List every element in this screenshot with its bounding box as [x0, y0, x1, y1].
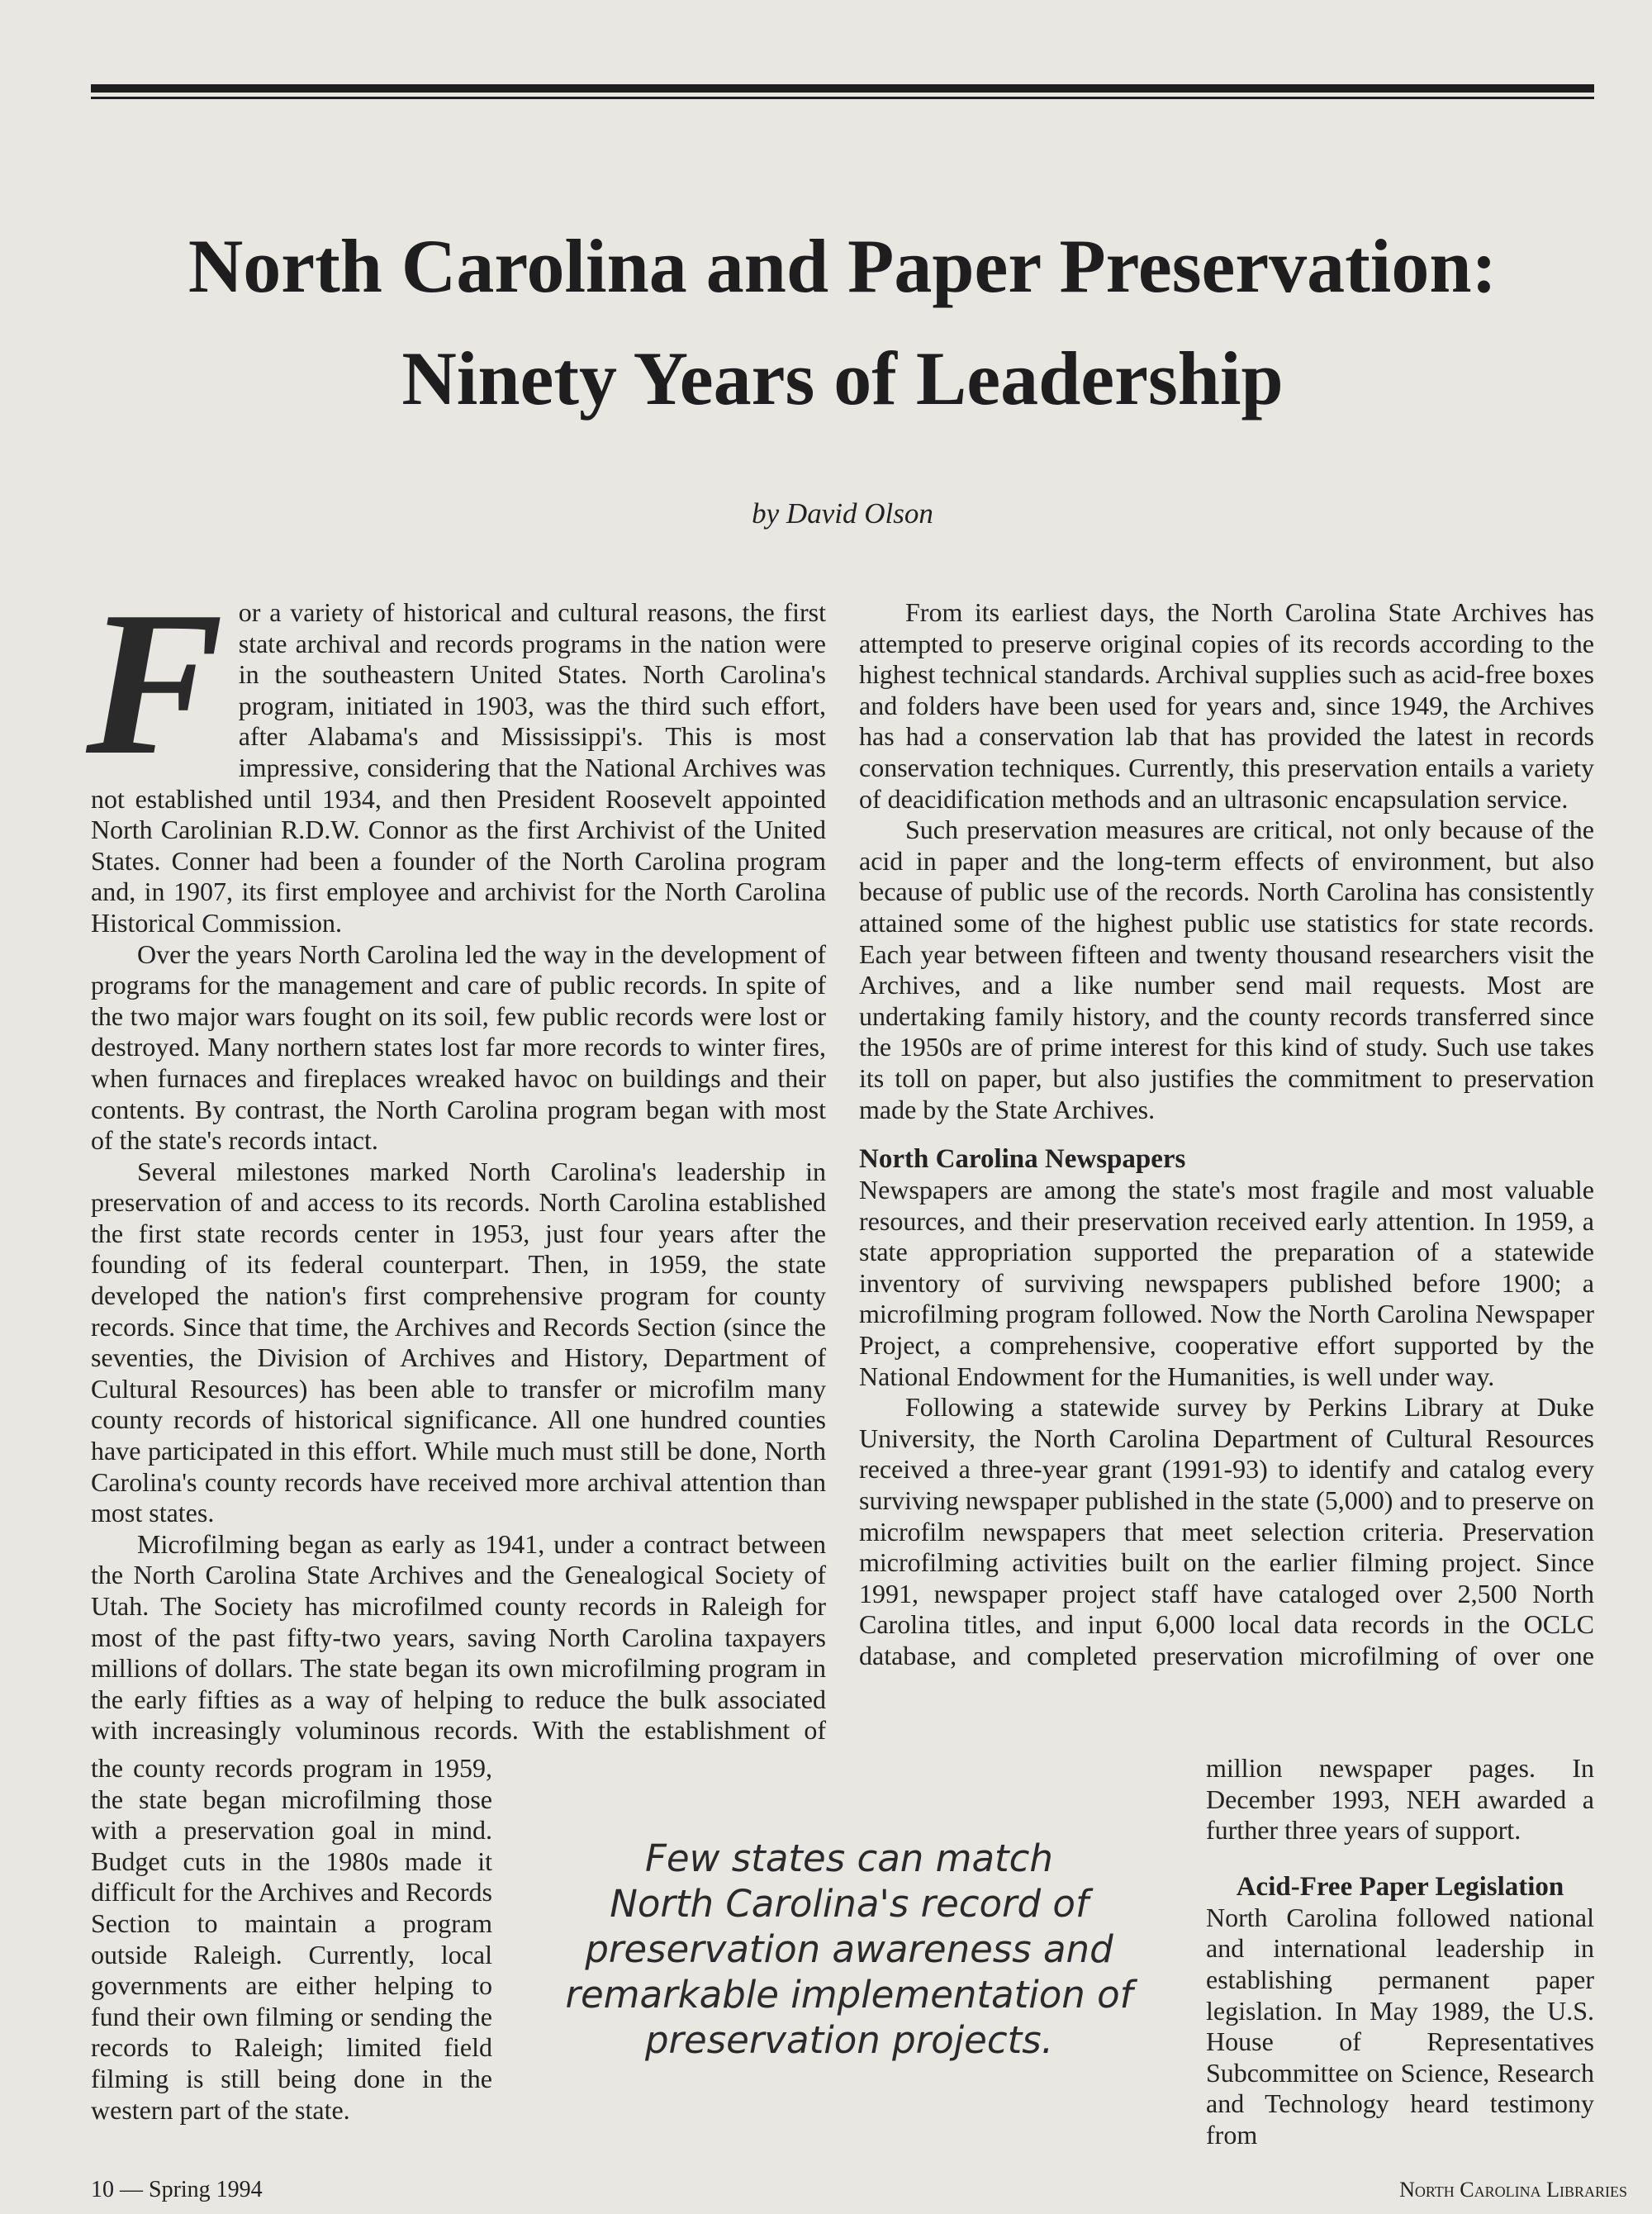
section-heading: Acid-Free Paper Legislation	[1236, 1871, 1564, 1902]
paragraph: Over the years North Carolina led the way in the development of programs for the management and care of public records. In spite of the two major wars fought on its soil, few public records were lost or destroyed. Many northern states lost far more records to winter fires, when furnaces and fireplaces wreaked havoc on buildings and their contents. By contrast, the North Carolina program began with most of the state's records intact.	[91, 938, 826, 1156]
left-column	[86, 569, 826, 1746]
section-heading: North Carolina Newspapers	[859, 1144, 1186, 1175]
pull-quote-line: North Carolina's record of	[610, 1881, 1089, 1926]
right-column	[859, 597, 1594, 1672]
article-body	[86, 0, 1627, 2214]
byline: by David Olson	[752, 497, 933, 530]
paragraph: Microfilming began as early as 1941, under a contract between the North Carolina State Archives and the Genealogical Society of Utah. The Society has microfilmed county records in Raleigh for most of the past fifty-two years, saving North Carolina taxpayers millions of dollars. The state began its own microfilming program in the early fifties as a way of helping to reduce the bulk associated with increasingly voluminous records. With the establishment of	[91, 1528, 826, 1746]
pull-quote-line: preservation projects.	[644, 2017, 1053, 2062]
pull-quote	[509, 1836, 1189, 2063]
paragraph	[86, 569, 826, 939]
article-title-line2: Ninety Years of Leadership	[401, 336, 1284, 420]
paragraph: Several milestones marked North Carolina's leadership in preservation of and access to its records. North Carolina established the first state records center in 1953, just four years after the founding of its federal counterpart. Then, in 1959, the state developed the nation's first comprehensive program for county records. Since that time, the Archives and Records Section (since the seventies, the Division of Archives and History, Department of Cultural Resources) has been able to transfer or microfilm many county records of historical significance. All one hundred counties have participated in this effort. While much must still be done, North Carolina's county records have received more archival attention than most states.	[91, 1156, 826, 1528]
paragraph: From its earliest days, the North Carolina State Archives has attempted to preserve original copies of its records according to the highest technical standards. Archival supplies such as acid-free boxes and folders have been used for years and, since 1949, the Archives has had a conservation lab that has provided the latest in records conservation techniques. Currently, this preservation entails a variety of deacidification methods and an ultrasonic encapsulation service.	[859, 597, 1594, 814]
paragraph: million newspaper pages. In December 1993, NEH awarded a further three years of support.	[1206, 1752, 1594, 1846]
paragraph: Following a statewide survey by Perkins Library at Duke University, the North Carolina Department of Cultural Resources received a three-year grant (1991-93) to identify and catalog every surviving newspaper published in the state (5,000) and to preserve on microfilm newspapers that meet selection criteria. Preservation microfilming activities built on the earlier filming project. Since 1991, newspaper project staff have cataloged over 2,500 North Carolina titles, and input 6,000 local data records in the OCLC database, and completed preservation microfilming of over one	[859, 1392, 1594, 1670]
paragraph: Newspapers are among the state's most fragile and most valuable resources, and their preservation received early attention. In 1959, a state appropriation supported the preparation of a statewide inventory of surviving newspapers published before 1900; a microfilming program followed. Now the North Carolina Newspaper Project, a comprehensive, cooperative effort supported by the National Endowment for the Humanities, is well under way.	[859, 1175, 1594, 1391]
drop-cap: F	[86, 569, 224, 798]
left-column-narrow	[91, 1753, 492, 2126]
paragraph: North Carolina followed national and international leadership in establishing permanent paper legislation. In May 1989, the U.S. House of Representatives Subcommittee on Science, Research and Technology heard testimony from	[1206, 1902, 1594, 2150]
lower-columns	[91, 1753, 1594, 2151]
pull-quote-line: remarkable implementation of	[565, 1972, 1133, 2017]
pull-quote-line: Few states can match	[645, 1836, 1053, 1880]
page-number: 10 — Spring 1994	[91, 2176, 263, 2202]
publication-name: North Carolina Libraries	[1399, 2177, 1627, 2202]
page-footer	[91, 2151, 1627, 2214]
paragraph: Such preservation measures are critical, not only because of the acid in paper and the long-term effects of environment, but also because of public use of the records. North Carolina has consistently attained some of the highest public use statistics for state records. Each year between fifteen and twenty thousand researchers visit the Archives, and a like number send mail requests. Most are undertaking family history, and the county records transferred since the 1950s are of prime interest for this kind of study. Such use takes its toll on paper, but also justifies the commitment to preservation made by the State Archives.	[859, 815, 1594, 1124]
pull-quote-line: preservation awareness and	[585, 1927, 1113, 1971]
paragraph-text: or a variety of historical and cultural reasons, the first state archival and records programs in the nation were in the southeastern United States. North Carolina's program, initiated in 1903, was the third such effort, after Alabama's and Mississippi's. This is most impressive, considering that the National Archives was not established until 1934, and then President Roosevelt appointed North Carolinian R.D.W. Connor as the first Archivist of the United States. Conner had been a founder of the North Carolina program and, in 1907, its first employee and archivist for the North Carolina Historical Commission.	[91, 597, 826, 938]
article-title-line1: North Carolina and Paper Preservation:	[188, 224, 1498, 308]
right-column-narrow	[1206, 1753, 1594, 2151]
paragraph: the county records program in 1959, the state began microfilming those with a preservation goal in mind. Budget cuts in the 1980s made it difficult for the Archives and Records Section to maintain a program outside Raleigh. Currently, local governments are either helping to fund their own filming or sending the records to Raleigh; limited field filming is still being done in the western part of the state.	[91, 1752, 492, 2125]
main-columns	[86, 569, 1594, 1746]
